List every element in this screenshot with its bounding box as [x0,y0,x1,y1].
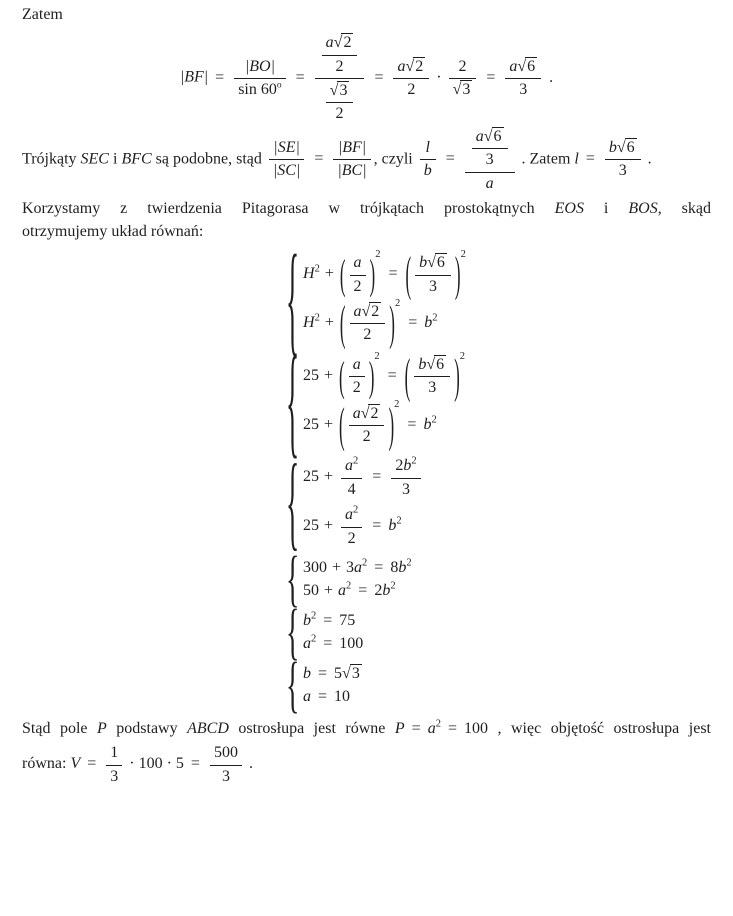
exponent: 2 [460,249,466,261]
left-paren: ( [339,352,345,400]
frac-den: 3 [110,767,119,785]
radicand: 2 [370,404,379,422]
math-var: H [303,314,315,332]
frac-num: l [420,138,436,160]
inline-math-area [395,720,488,737]
op-eq: = [374,68,384,86]
text: ostrosłupa jest równe [228,719,395,737]
frac-a2-over-2 [341,505,362,548]
math-var: b [403,457,412,475]
frac-a-sqrt2-over-2 [393,57,429,100]
equation [303,687,362,707]
radicand: 3 [351,664,360,682]
frac-num [391,456,420,478]
math-num: 100 [463,719,488,737]
frac-den: b [423,162,432,180]
frac-b-sqrt6-over-3 [415,253,451,296]
frac-num: 500 [210,743,242,765]
math-var: a [475,127,484,145]
page [22,3,711,786]
frac-den: 2 [407,80,416,98]
op-eq: = [372,517,382,535]
math-var: a [345,506,354,524]
exponent: 2 [396,515,402,527]
text: , skąd [657,199,712,217]
frac-1-3 [106,743,122,786]
op-eq: = [358,581,368,599]
exponent: 2 [353,504,359,516]
sin-label: sin 60 [238,80,277,98]
op-eq: = [486,68,496,86]
system-brace: { [286,443,300,561]
right-paren: ) [454,247,461,302]
math-var: b [608,138,617,156]
frac-den: 4 [347,480,356,498]
triangle-name: BOS [628,199,658,217]
op-eq: = [372,468,382,486]
frac-den: 2 [335,105,344,123]
math-num: 100 [138,755,163,773]
op-eq: = [318,664,328,682]
radicand: 3 [462,80,471,98]
op-plus: + [324,415,334,433]
conclusion-line2 [22,743,711,786]
radicand: 2 [415,57,424,75]
math-var: V [70,755,81,773]
equation [303,558,412,578]
op-dot: · [129,755,135,773]
radical-sign: √ [426,355,436,373]
equation [303,296,467,351]
frac-num [393,57,429,79]
radical-sign: √ [333,34,343,52]
exponent: 2 [374,350,380,362]
equation [303,505,424,548]
frac-den [315,79,365,124]
frac-2-over-sqrt3 [449,57,477,100]
right-paren: ) [368,352,375,400]
math-var: b [303,611,311,629]
op-eq: = [314,150,324,168]
radicand: 2 [371,303,380,321]
equation [303,456,424,499]
equation [303,664,362,684]
frac-a-sqrt2-over-2 [322,33,358,76]
frac-nested-asqrt6 [465,126,515,193]
math-num: 25 [303,415,319,433]
intro-word: Zatem [22,6,63,23]
radicand: 6 [436,355,445,373]
math-var: b [382,581,391,599]
frac-bo-over-sin60 [234,57,285,100]
frac-den: 2 [362,428,371,446]
frac-num: a [349,355,365,377]
left-paren: ( [339,296,346,351]
radical-sign: √ [483,127,493,145]
frac-num [414,355,450,377]
math-var: P [394,719,405,737]
frac-den: 3 [618,162,627,180]
equation [303,397,466,453]
exponent: 2 [459,350,466,362]
frac-num [322,33,358,55]
text: równa: [22,755,71,773]
math-num: 5 [175,755,184,773]
op-plus: + [332,558,342,576]
equation [303,611,363,631]
op-eq: = [445,150,455,168]
exponent: 2 [394,399,400,411]
system-brace: { [286,331,300,469]
frac-a-sqrt2-over-2 [349,404,385,447]
op-eq: = [190,755,200,773]
radicand: 2 [343,34,352,52]
equation-system-2 [286,331,466,469]
frac-den: 2 [347,529,356,547]
frac-num: a [350,253,366,275]
frac-sqrt3-over-2 [326,81,354,124]
frac-den [234,79,285,99]
math-var: b [388,517,397,535]
equation-system-1 [286,230,467,368]
frac-a-2 [349,355,365,398]
frac-a2-over-4 [341,456,362,499]
exponent: 2 [394,297,401,309]
op-plus: + [324,517,334,535]
radical-sign: √ [616,138,626,156]
text: podstawy [106,719,188,737]
exponent: 2 [311,610,317,622]
frac-num: |BO| [234,57,285,79]
system-brace: { [286,598,300,667]
frac-num [349,404,385,426]
radicand: 6 [493,127,502,145]
radical-sign: √ [329,81,339,99]
exponent: 2 [314,264,320,276]
op-eq: = [388,265,398,283]
frac-num: 1 [106,743,122,765]
exponent: 2 [435,718,441,730]
text: Trójkąty [22,150,81,168]
text: są podobne, stąd [151,150,266,168]
math-var: ABCD [187,719,229,737]
math-var: H [303,265,315,283]
frac-a-2 [350,253,366,296]
op-plus: + [324,581,334,599]
frac-den: 3 [221,767,230,785]
radical-sign: √ [342,664,351,682]
math-num: 3 [346,558,355,576]
op-eq: = [318,687,328,705]
math-var: a [427,719,436,737]
period: . [643,150,652,168]
op-plus: + [324,314,334,332]
triangle-name: SEC [80,150,109,168]
radical-sign: √ [361,303,371,321]
math-num: 10 [334,687,351,705]
frac-den: 2 [363,326,372,344]
frac-a-sqrt6-over-3 [472,127,508,170]
math-var: b [423,415,432,433]
op-eq: = [411,719,421,737]
op-dot: · [166,755,172,773]
frac-den: 2 [352,379,361,397]
frac-den: 3 [401,480,410,498]
triangle-name: BFC [121,150,152,168]
paragraph-pythagoras-line2: otrzymujemy układ równań: [22,223,204,241]
frac-num [605,138,641,160]
equation [303,634,363,654]
math-var: a [397,57,406,75]
frac-num [341,456,362,478]
math-var: P [97,719,107,737]
exponent: 2 [353,456,359,468]
math-var: a [303,634,311,652]
math-var: a [352,404,361,422]
frac-num [315,32,365,79]
op-eq: = [215,68,225,86]
triangle-name: EOS [554,199,584,217]
exponent: 2 [375,249,381,261]
formula-bf-display [22,32,711,124]
frac-b-sqrt6-over-3 [414,355,450,398]
paragraph-pythagoras-line1 [22,197,711,220]
op-plus: + [324,265,334,283]
radical-sign: √ [360,404,370,422]
conclusion-line1 [22,717,711,740]
text: i [108,150,122,168]
abs-bf: |BF| [179,68,209,86]
radicand: 6 [436,254,445,272]
frac-den [449,79,477,99]
frac-num [350,302,386,324]
exponent: 2 [432,312,438,324]
radicand: 3 [339,81,348,99]
exponent: 2 [431,414,437,426]
exponent: 2 [314,312,320,324]
op-eq: = [295,68,305,86]
frac-den: 3 [429,277,438,295]
math-var: l [574,150,579,168]
op-eq: = [374,558,384,576]
math-num: 25 [303,517,319,535]
frac-den: 2 [335,57,344,75]
op-eq: = [323,634,333,652]
left-paren: ( [339,250,346,299]
op-eq: = [408,314,418,332]
left-paren: ( [404,349,411,404]
math-var: a [325,34,334,52]
frac-num [326,81,354,103]
equation-system-4 [286,545,412,614]
math-num: 75 [339,611,356,629]
frac-num: 2 [449,57,477,79]
math-var: a [338,581,347,599]
op-eq: = [387,366,397,384]
exponent: 2 [346,580,352,592]
math-var: a [345,457,354,475]
math-var: b [419,254,428,272]
math-num: 25 [303,366,319,384]
frac-den: 3 [428,379,437,397]
left-paren: ( [405,247,412,302]
system-brace: { [286,651,300,720]
math-num: 300 [303,558,327,576]
text: , więc objętość ostrosłupa jest [487,719,712,737]
period: . [244,755,253,773]
system-brace: { [286,230,300,368]
text: , czyli [373,150,417,168]
frac-a-sqrt6-over-3 [505,57,541,100]
frac-den: a [485,174,494,192]
equation [303,247,467,302]
paragraph-similar-triangles [22,126,711,193]
radical-sign: √ [427,254,436,272]
frac-num: |BF| [333,138,370,160]
equation-system-6 [286,651,362,720]
exponent: 2 [362,557,368,569]
math-num: 2 [395,457,404,475]
exponent: 2 [411,456,417,468]
op-eq: = [323,611,333,629]
equation-system-3 [286,443,424,561]
frac-den: 3 [519,80,528,98]
right-paren: ) [454,349,460,404]
frac-se-sc [269,138,304,181]
text: i [583,199,629,217]
exponent: 2 [311,633,317,645]
degree-sign: o [276,80,282,91]
math-var: b [398,558,407,576]
op-dot: · [436,68,442,86]
math-num: 2 [374,581,383,599]
frac-den: 3 [485,151,494,169]
frac-den: |BC| [337,162,367,180]
frac-num: |SE| [269,138,304,160]
frac-bf-bc [333,138,370,181]
right-paren: ) [388,397,395,453]
math-var: b [418,355,427,373]
period: . [549,68,554,86]
frac-b-sqrt6-over-3 [605,138,641,181]
math-var: b [303,664,311,682]
left-paren: ( [339,397,345,453]
frac-num [472,127,508,149]
text: Korzystamy z twierdzenia Pitagorasa w trójkątach prostokątnych [22,199,555,217]
frac-num [415,253,451,275]
text: . Zatem [517,150,575,168]
right-paren: ) [369,250,376,299]
frac-a-sqrt2-over-2 [350,302,386,345]
exponent: 2 [406,557,412,569]
equation [303,581,412,601]
radicand: 6 [626,138,635,156]
equation [303,349,466,404]
math-num: 5 [334,664,343,682]
radicand: 6 [527,57,536,75]
op-eq: = [447,719,457,737]
text: Stąd pole [22,719,97,737]
math-var: b [424,314,433,332]
exponent: 2 [390,580,396,592]
frac-l-b [420,138,436,181]
op-plus: + [324,468,334,486]
frac-den: 2 [353,277,362,295]
radical-sign: √ [405,57,415,75]
math-var: a [509,57,518,75]
frac-num [341,505,362,527]
op-plus: + [324,366,334,384]
radical-sign: √ [452,80,462,98]
math-var: a [353,303,362,321]
math-num: 25 [303,468,319,486]
frac-den: |SC| [272,162,301,180]
radical-sign: √ [517,57,527,75]
equation-system-5 [286,598,364,667]
math-num: 50 [303,581,319,599]
frac-num [505,57,541,79]
math-var: a [303,687,311,705]
frac-num [465,126,515,173]
op-eq: = [87,755,97,773]
frac-nested [315,32,365,124]
math-var: a [354,558,363,576]
math-num: 8 [390,558,399,576]
right-paren: ) [389,296,395,351]
math-num: 100 [339,634,364,652]
system-brace: { [286,545,300,614]
frac-500-3 [210,743,242,786]
op-eq: = [407,415,417,433]
frac-2b2-over-3 [391,456,420,499]
op-eq: = [585,150,595,168]
